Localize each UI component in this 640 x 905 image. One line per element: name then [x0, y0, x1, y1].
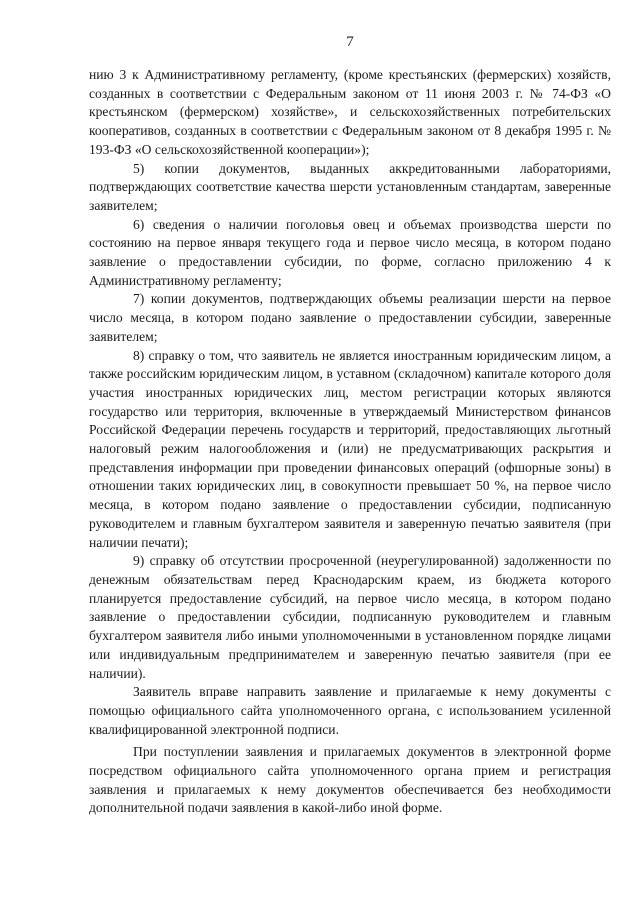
- electronic-submission-paragraph: Заявитель вправе направить заявление и прилагаемые к нему документы с помощью официального сайта уполномоченного органа, с использованием усиленной квалифицированной электронной подписи.: [89, 684, 611, 737]
- list-item-6: 6) сведения о наличии поголовья овец и объемах производства шерсти по состоянию на первое января текущего года и первое число месяца, в котором подано заявление о предоставлении субсидии, по форме, согласно приложению 4 к Административному регламенту;: [89, 216, 611, 288]
- list-item-9: 9) справку об отсутствии просроченной (неурегулированной) задолженности по денежным обязательствам перед Краснодарским краем, из бюджета которого планируется предоставление субсидий, на первое число месяца, в котором подано заявление о предоставлении субсидии, подписанную руководителем и главным бухгалтером заявителя либо иными уполномоченными в установленном порядке лицами или индивидуальным предпринимателем и заверенную печатью заявителя (при ее наличии).: [89, 553, 611, 681]
- electronic-receipt-paragraph: При поступлении заявления и прилагаемых документов в электронной форме посредством официального сайта уполномоченного органа прием и регистрация заявления и прилагаемых к нему документов обеспечивается без необходимости дополнительной подачи заявления в какой-либо иной форме.: [89, 744, 611, 816]
- paragraph-continuation: нию 3 к Административному регламенту, (кроме крестьянских (фермерских) хозяйств, созданных в соответствии с Федеральным законом от 11 июня 2003 г. № 74-ФЗ «О крестьянском (фермерском) хозяйстве», и сельскохозяйственных потребительских кооперативов, созданных в соответствии с Федеральным законом от 8 декабря 1995 г. № 193-ФЗ «О сельскохозяйственной кооперации»);: [89, 67, 611, 157]
- document-body: [89, 66, 611, 818]
- list-item-5: 5) копии документов, выданных аккредитованными лабораториями, подтверждающих соответствие качества шерсти установленным стандартам, заверенные заявителем;: [89, 160, 611, 213]
- list-item-7: 7) копии документов, подтверждающих объемы реализации шерсти на первое число месяца, в котором подано заявление о предоставлении субсидии, заверенные заявителем;: [89, 291, 611, 344]
- list-item-8: 8) справку о том, что заявитель не является иностранным юридическим лицом, а также российским юридическим лицом, в уставном (складочном) капитале которого доля участия иностранных юридических лиц, местом регистрации которых являются государство или территория, включенные в утверждаемый Министерством финансов Российской Федерации перечень государств и территорий, предоставляющих льготный налоговый режим налогообложения и (или) не предусматривающих раскрытия и представления информации при проведении финансовых операций (офшорные зоны) в отношении таких юридических лиц, в совокупности превышает 50 %, на первое число месяца, в котором подано заявление о предоставлении субсидии, подписанную руководителем и главным бухгалтером заявителя и заверенную печатью заявителя (при наличии печати);: [89, 347, 611, 550]
- page-number: 7: [346, 34, 354, 50]
